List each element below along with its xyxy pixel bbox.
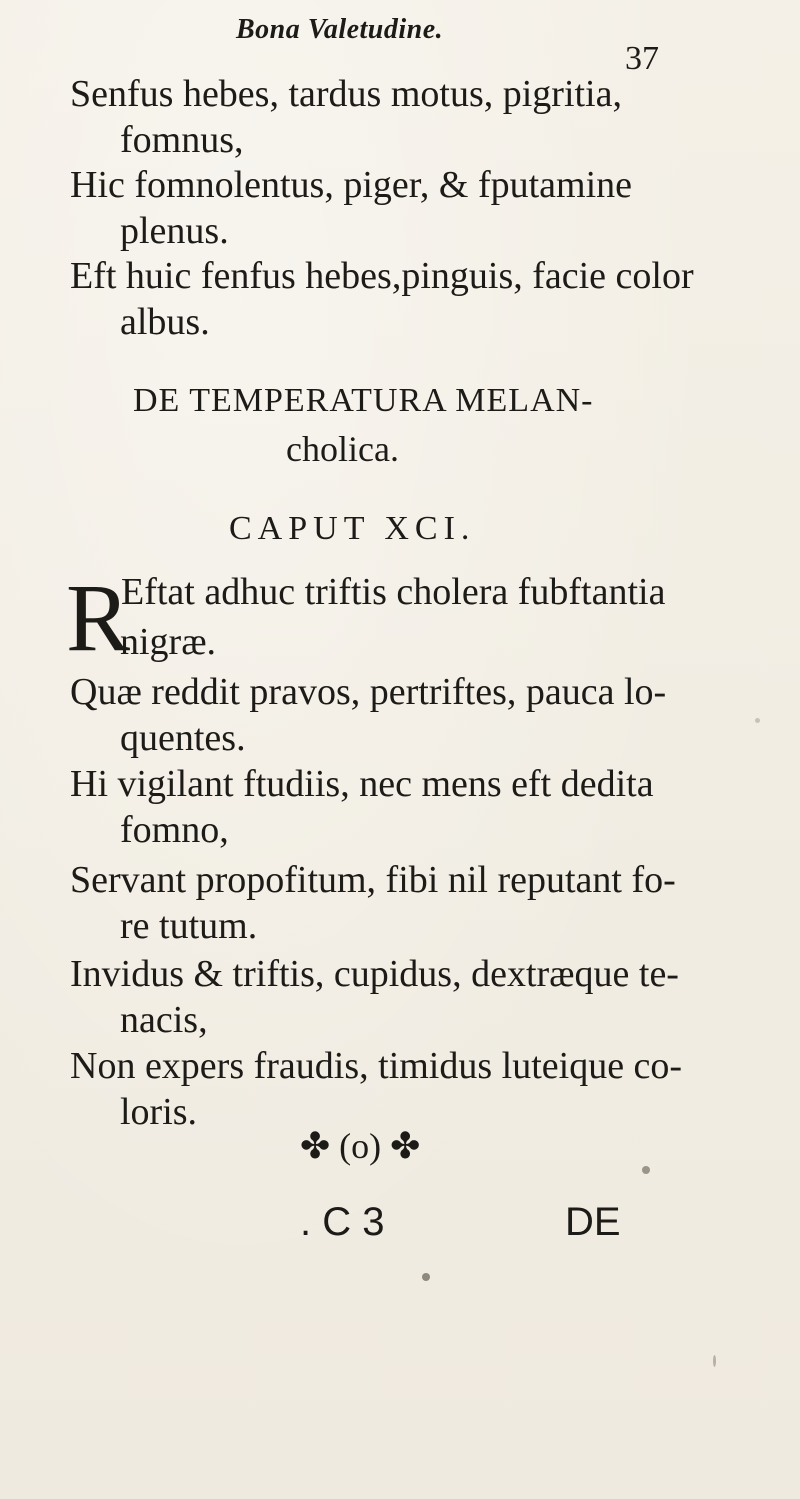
verse-line: quentes. — [120, 717, 246, 759]
verse-line: nacis, — [120, 999, 208, 1041]
page-number: 37 — [625, 40, 659, 77]
printer-ornament: ✤ (o) ✤ — [300, 1126, 421, 1166]
verse-line: albus. — [120, 301, 210, 343]
verse-line: Hi vigilant ftudiis, nec mens eft dedita — [70, 763, 654, 805]
paper-speck — [755, 718, 760, 723]
section-heading: DE TEMPERATURA MELAN- — [133, 382, 594, 419]
paper-speck — [713, 1355, 716, 1367]
verse-line: Invidus & triftis, cupidus, dextræque te- — [70, 953, 679, 995]
chapter-number: CAPUT XCI. — [229, 510, 476, 547]
verse-line: Eft huic fenfus hebes,pinguis, facie color — [70, 255, 694, 297]
verse-line: Hic fomnolentus, piger, & fputamine — [70, 164, 633, 206]
verse-line: nigræ. — [120, 621, 217, 663]
running-head: Bona Valetudine. — [236, 14, 444, 45]
verse-line: Quæ reddit pravos, pertriftes, pauca lo- — [70, 671, 667, 713]
verse-line: fomno, — [120, 809, 229, 851]
verse-line: Senfus hebes, tardus motus, pigritia, — [70, 73, 622, 115]
verse-line: Eftat adhuc triftis cholera fubftantia — [121, 571, 666, 613]
verse-line: Non expers fraudis, timidus luteique co- — [70, 1045, 683, 1087]
verse-line: fomnus, — [120, 119, 244, 161]
drop-cap: R — [66, 564, 131, 671]
catchword: DE — [565, 1200, 621, 1244]
signature-mark: . C 3 — [300, 1200, 385, 1244]
verse-line: loris. — [120, 1091, 198, 1133]
verse-line: Servant propofitum, fibi nil reputant fo- — [70, 859, 676, 901]
verse-line: re tutum. — [120, 905, 258, 947]
paper-speck — [642, 1166, 650, 1174]
paper-speck — [422, 1273, 430, 1281]
section-heading-continuation: cholica. — [286, 429, 399, 469]
verse-line: plenus. — [120, 210, 229, 252]
